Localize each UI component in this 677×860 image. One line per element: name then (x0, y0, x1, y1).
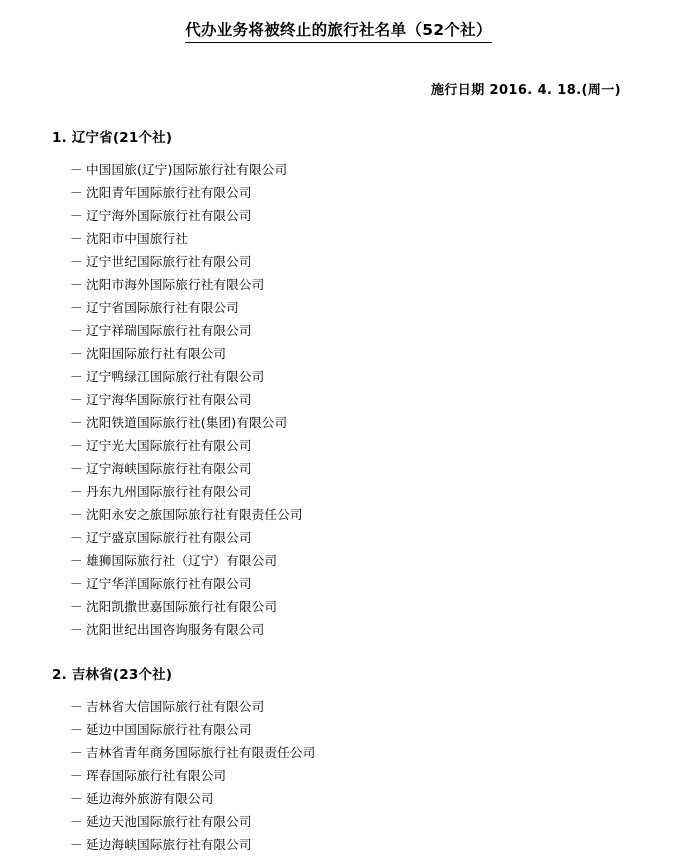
list-item-label: 延边天池国际旅行社有限公司 (86, 814, 252, 829)
list-item-label: 吉林省青年商务国际旅行社有限责任公司 (86, 745, 316, 760)
list-item (70, 457, 677, 480)
dash-bullet-icon: － (70, 300, 83, 315)
list-item-label: 辽宁鸭绿江国际旅行社有限公司 (86, 369, 265, 384)
dash-bullet-icon: － (70, 722, 83, 737)
dash-bullet-icon: － (70, 254, 83, 269)
list-item-label: 沈阳永安之旅国际旅行社有限责任公司 (86, 507, 303, 522)
list-item-label: 辽宁省国际旅行社有限公司 (86, 300, 239, 315)
list-item (70, 833, 677, 856)
list-item-label: 吉林省大信国际旅行社有限公司 (86, 699, 265, 714)
list-item-label: 辽宁海华国际旅行社有限公司 (86, 392, 252, 407)
section-heading: 2. 吉林省(23个社) (52, 667, 173, 683)
dash-bullet-icon: － (70, 745, 83, 760)
section-heading: 1. 辽宁省(21个社) (52, 130, 173, 146)
agency-list (52, 695, 677, 856)
dash-bullet-icon: － (70, 530, 83, 545)
list-item (70, 595, 677, 618)
list-item-label: 沈阳青年国际旅行社有限公司 (86, 185, 252, 200)
list-item-label: 沈阳市中国旅行社 (86, 231, 188, 246)
list-item-label: 沈阳凯撒世嘉国际旅行社有限公司 (86, 599, 278, 614)
section-jilin (52, 663, 677, 856)
list-item-label: 沈阳国际旅行社有限公司 (86, 346, 227, 361)
list-item (70, 526, 677, 549)
agency-list (52, 158, 677, 641)
dash-bullet-icon: － (70, 461, 83, 476)
list-item (70, 181, 677, 204)
list-item (70, 695, 677, 718)
document-body (0, 98, 677, 856)
dash-bullet-icon: － (70, 277, 83, 292)
list-item (70, 365, 677, 388)
list-item (70, 434, 677, 457)
list-item-label: 中国国旅(辽宁)国际旅行社有限公司 (86, 162, 288, 177)
list-item (70, 273, 677, 296)
list-item (70, 618, 677, 641)
list-item (70, 718, 677, 741)
page-title-text: 代办业务将被终止的旅行社名单（52个社） (185, 18, 492, 43)
list-item (70, 787, 677, 810)
dash-bullet-icon: － (70, 837, 83, 852)
list-item (70, 810, 677, 833)
list-item (70, 227, 677, 250)
dash-bullet-icon: － (70, 208, 83, 223)
list-item (70, 250, 677, 273)
list-item-label: 雄狮国际旅行社（辽宁）有限公司 (86, 553, 278, 568)
dash-bullet-icon: － (70, 599, 83, 614)
list-item (70, 549, 677, 572)
dash-bullet-icon: － (70, 814, 83, 829)
list-item-label: 珲春国际旅行社有限公司 (86, 768, 227, 783)
dash-bullet-icon: － (70, 484, 83, 499)
list-item-label: 辽宁世纪国际旅行社有限公司 (86, 254, 252, 269)
list-item-label: 延边海外旅游有限公司 (86, 791, 214, 806)
list-item-label: 辽宁祥瑞国际旅行社有限公司 (86, 323, 252, 338)
section-liaoning (52, 126, 677, 641)
list-item (70, 741, 677, 764)
effective-date-line: 施行日期 2016. 4. 18.(周一) (431, 83, 621, 98)
dash-bullet-icon: － (70, 699, 83, 714)
list-item-label: 沈阳市海外国际旅行社有限公司 (86, 277, 265, 292)
list-item-label: 沈阳铁道国际旅行社(集团)有限公司 (86, 415, 288, 430)
list-item (70, 388, 677, 411)
dash-bullet-icon: － (70, 162, 83, 177)
dash-bullet-icon: － (70, 346, 83, 361)
dash-bullet-icon: － (70, 768, 83, 783)
list-item (70, 204, 677, 227)
list-item-label: 辽宁盛京国际旅行社有限公司 (86, 530, 252, 545)
list-item (70, 764, 677, 787)
list-item-label: 辽宁光大国际旅行社有限公司 (86, 438, 252, 453)
list-item (70, 158, 677, 181)
dash-bullet-icon: － (70, 576, 83, 591)
list-item (70, 411, 677, 434)
dash-bullet-icon: － (70, 415, 83, 430)
list-item (70, 480, 677, 503)
list-item-label: 沈阳世纪出国咨询服务有限公司 (86, 622, 265, 637)
list-item-label: 辽宁海外国际旅行社有限公司 (86, 208, 252, 223)
list-item-label: 延边海峡国际旅行社有限公司 (86, 837, 252, 852)
list-item-label: 丹东九州国际旅行社有限公司 (86, 484, 252, 499)
dash-bullet-icon: － (70, 507, 83, 522)
list-item-label: 辽宁海峡国际旅行社有限公司 (86, 461, 252, 476)
dash-bullet-icon: － (70, 791, 83, 806)
dash-bullet-icon: － (70, 323, 83, 338)
list-item (70, 296, 677, 319)
list-item (70, 342, 677, 365)
list-item (70, 319, 677, 342)
list-item (70, 503, 677, 526)
dash-bullet-icon: － (70, 369, 83, 384)
dash-bullet-icon: － (70, 438, 83, 453)
dash-bullet-icon: － (70, 185, 83, 200)
dash-bullet-icon: － (70, 553, 83, 568)
list-item-label: 辽宁华洋国际旅行社有限公司 (86, 576, 252, 591)
dash-bullet-icon: － (70, 392, 83, 407)
dash-bullet-icon: － (70, 231, 83, 246)
page-title (0, 0, 677, 43)
list-item (70, 572, 677, 595)
dash-bullet-icon: － (70, 622, 83, 637)
list-item-label: 延边中国国际旅行社有限公司 (86, 722, 252, 737)
